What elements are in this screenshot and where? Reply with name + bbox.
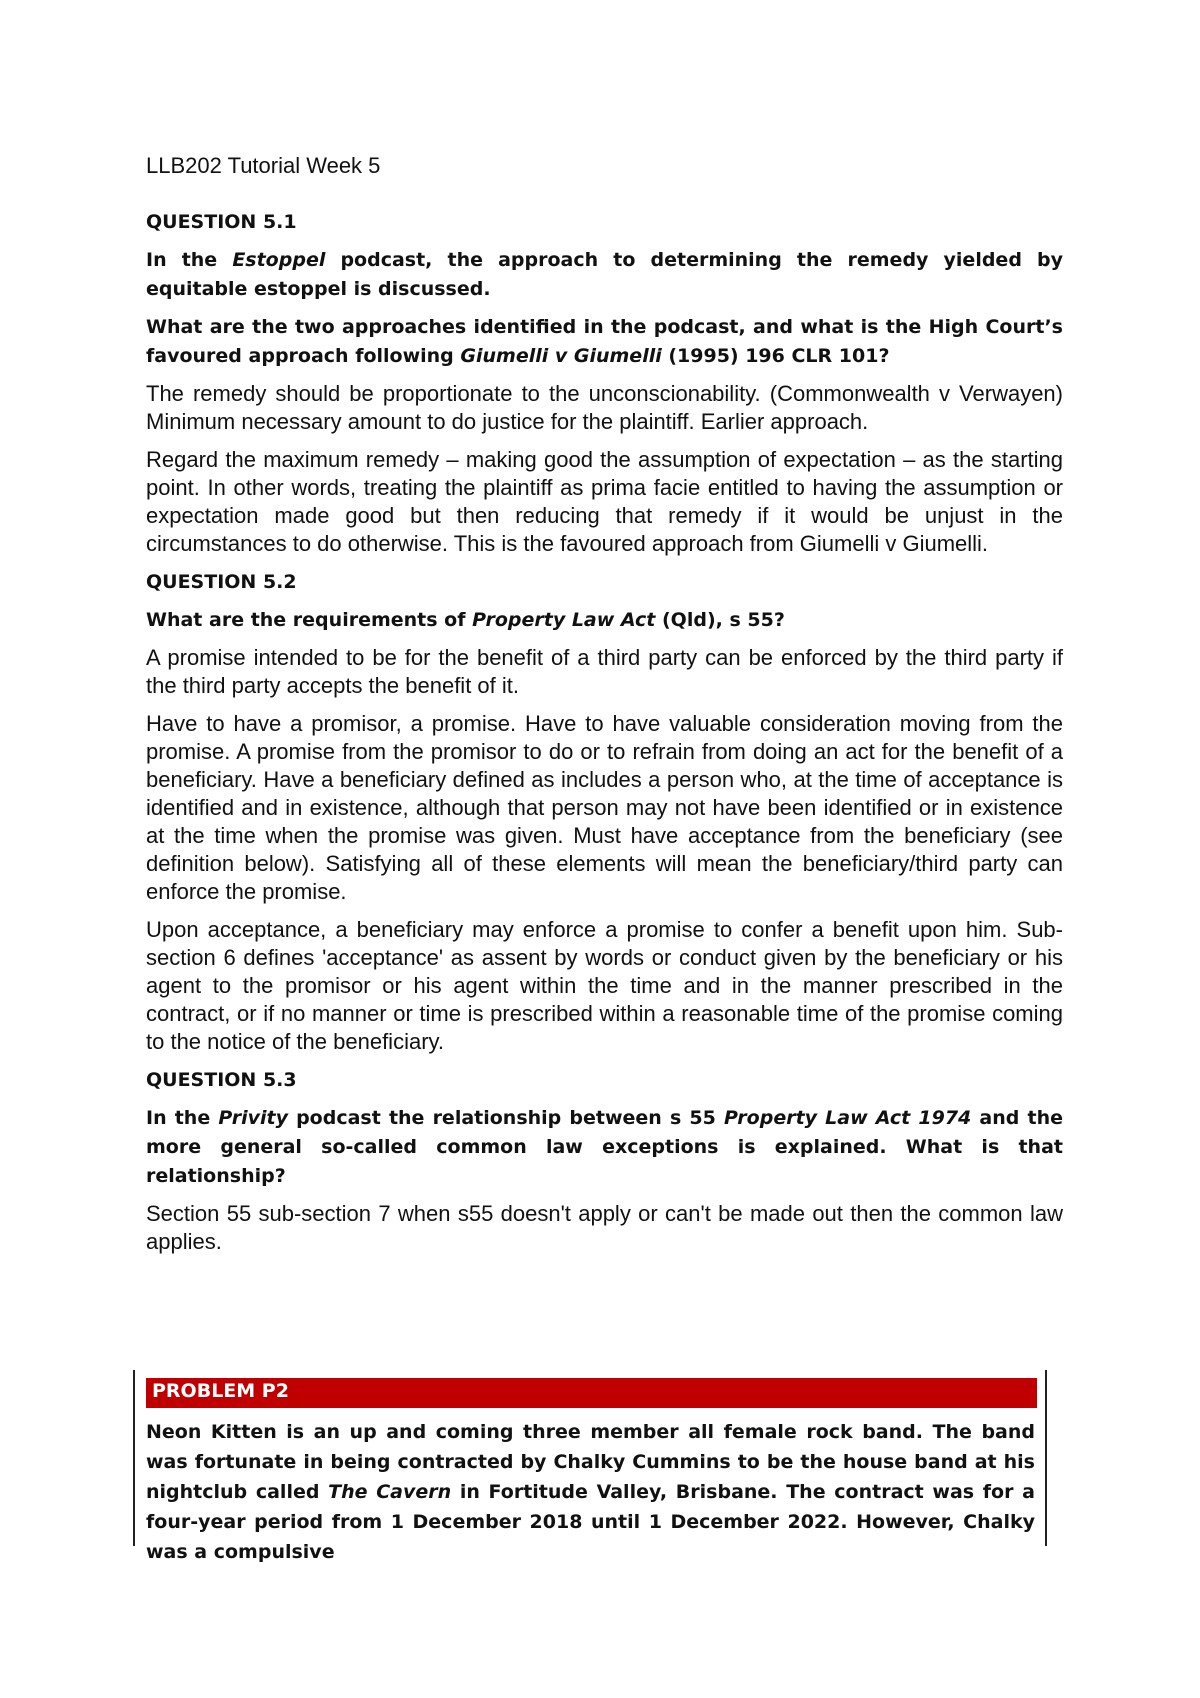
prompt-text: What are the requirements of [146, 609, 473, 631]
prompt-text: What are the two approaches identified in the podcast, and what is the High Court’s favoured approach following [146, 316, 1063, 367]
prompt-text: podcast the relationship between s 55 [287, 1107, 724, 1129]
statute-name: Property Law Act 1974 [723, 1107, 972, 1129]
answer-paragraph: Regard the maximum remedy – making good the assumption of expectation – as the starting point. In other words, treating the plaintiff as prima facie entitled to having the assumption or expectation made good but then reducing that remedy if it would be unjust in the circumstances to do otherwise. This is the favoured approach from Giumelli v Giumelli. [146, 447, 1063, 556]
problem-text-part: in Fortitude Valley, Brisbane. The contract was for a four-year period from 1 December 2018 until 1 December 2022. However, Chalky was a compulsive [146, 1481, 1035, 1563]
question-prompt [146, 313, 1063, 371]
prompt-text: podcast, the approach to determining the remedy yielded by equitable estoppel is discussed. [146, 249, 1064, 300]
question-heading: QUESTION 5.3 [146, 1069, 297, 1091]
question-5-3 [146, 1066, 1063, 1256]
answer-paragraph: A promise intended to be for the benefit of a third party can be enforced by the third party if the third party accepts the benefit of it. [146, 645, 1063, 698]
prompt-text: (Qld), s 55? [655, 609, 785, 631]
question-heading: QUESTION 5.1 [146, 211, 297, 233]
problem-text [146, 1417, 1035, 1567]
nightclub-name: The Cavern [328, 1481, 452, 1503]
problem-heading: PROBLEM P2 [146, 1378, 1037, 1408]
question-prompt [146, 246, 1063, 304]
prompt-text: In the [146, 249, 233, 271]
podcast-title: Privity [218, 1107, 288, 1129]
document-body [146, 152, 1063, 1266]
question-5-2 [146, 568, 1063, 1056]
prompt-text: In the [146, 1107, 219, 1129]
question-heading: QUESTION 5.2 [146, 571, 297, 593]
problem-box [133, 1370, 1047, 1563]
problem-text-part: Neon Kitten is an up and coming three member all female rock band. The band was fortunate in being contracted by Chalky Cummins to be the house band at his nightclub called [146, 1421, 1035, 1503]
answer-paragraph: Have to have a promisor, a promise. Have to have valuable consideration moving from the promise. A promise from the promisor to do or to refrain from doing an act for the benefit of a beneficiary. Have a beneficiary defined as includes a person who, at the time of acceptance is identified and in existence, although that person may not have been identified or in existence at the time when the promise was given. Must have acceptance from the beneficiary (see definition below). Satisfying all of these elements will mean the beneficiary/third party can enforce the promise. [146, 711, 1063, 904]
answer-paragraph: The remedy should be proportionate to the unconscionability. (Commonwealth v Verwayen) Minimum necessary amount to do justice for the plaintiff. Earlier approach. [146, 381, 1063, 434]
question-5-1 [146, 208, 1063, 558]
answer-paragraph: Section 55 sub-section 7 when s55 doesn't apply or can't be made out then the common law applies. [146, 1201, 1063, 1254]
answer-paragraph: Upon acceptance, a beneficiary may enforce a promise to confer a benefit upon him. Sub-section 6 defines 'acceptance' as assent by words or conduct given by the beneficiary or his agent to the promisor or his agent within the time and in the manner prescribed in the contract, or if no manner or time is prescribed within a reasonable time of the promise coming to the notice of the beneficiary. [146, 917, 1063, 1054]
question-prompt [146, 606, 1063, 635]
problem-box-left-border [133, 1370, 135, 1546]
prompt-text: and the more general so-called common law exceptions is explained. What is that relationship? [146, 1107, 1063, 1187]
question-prompt [146, 1104, 1063, 1191]
podcast-title: Estoppel [232, 249, 326, 271]
statute-name: Property Law Act [472, 609, 656, 631]
case-name: Giumelli v Giumelli [460, 345, 662, 367]
prompt-text: (1995) 196 CLR 101? [661, 345, 890, 367]
problem-box-right-border [1045, 1370, 1047, 1546]
document-title: LLB202 Tutorial Week 5 [146, 153, 381, 178]
